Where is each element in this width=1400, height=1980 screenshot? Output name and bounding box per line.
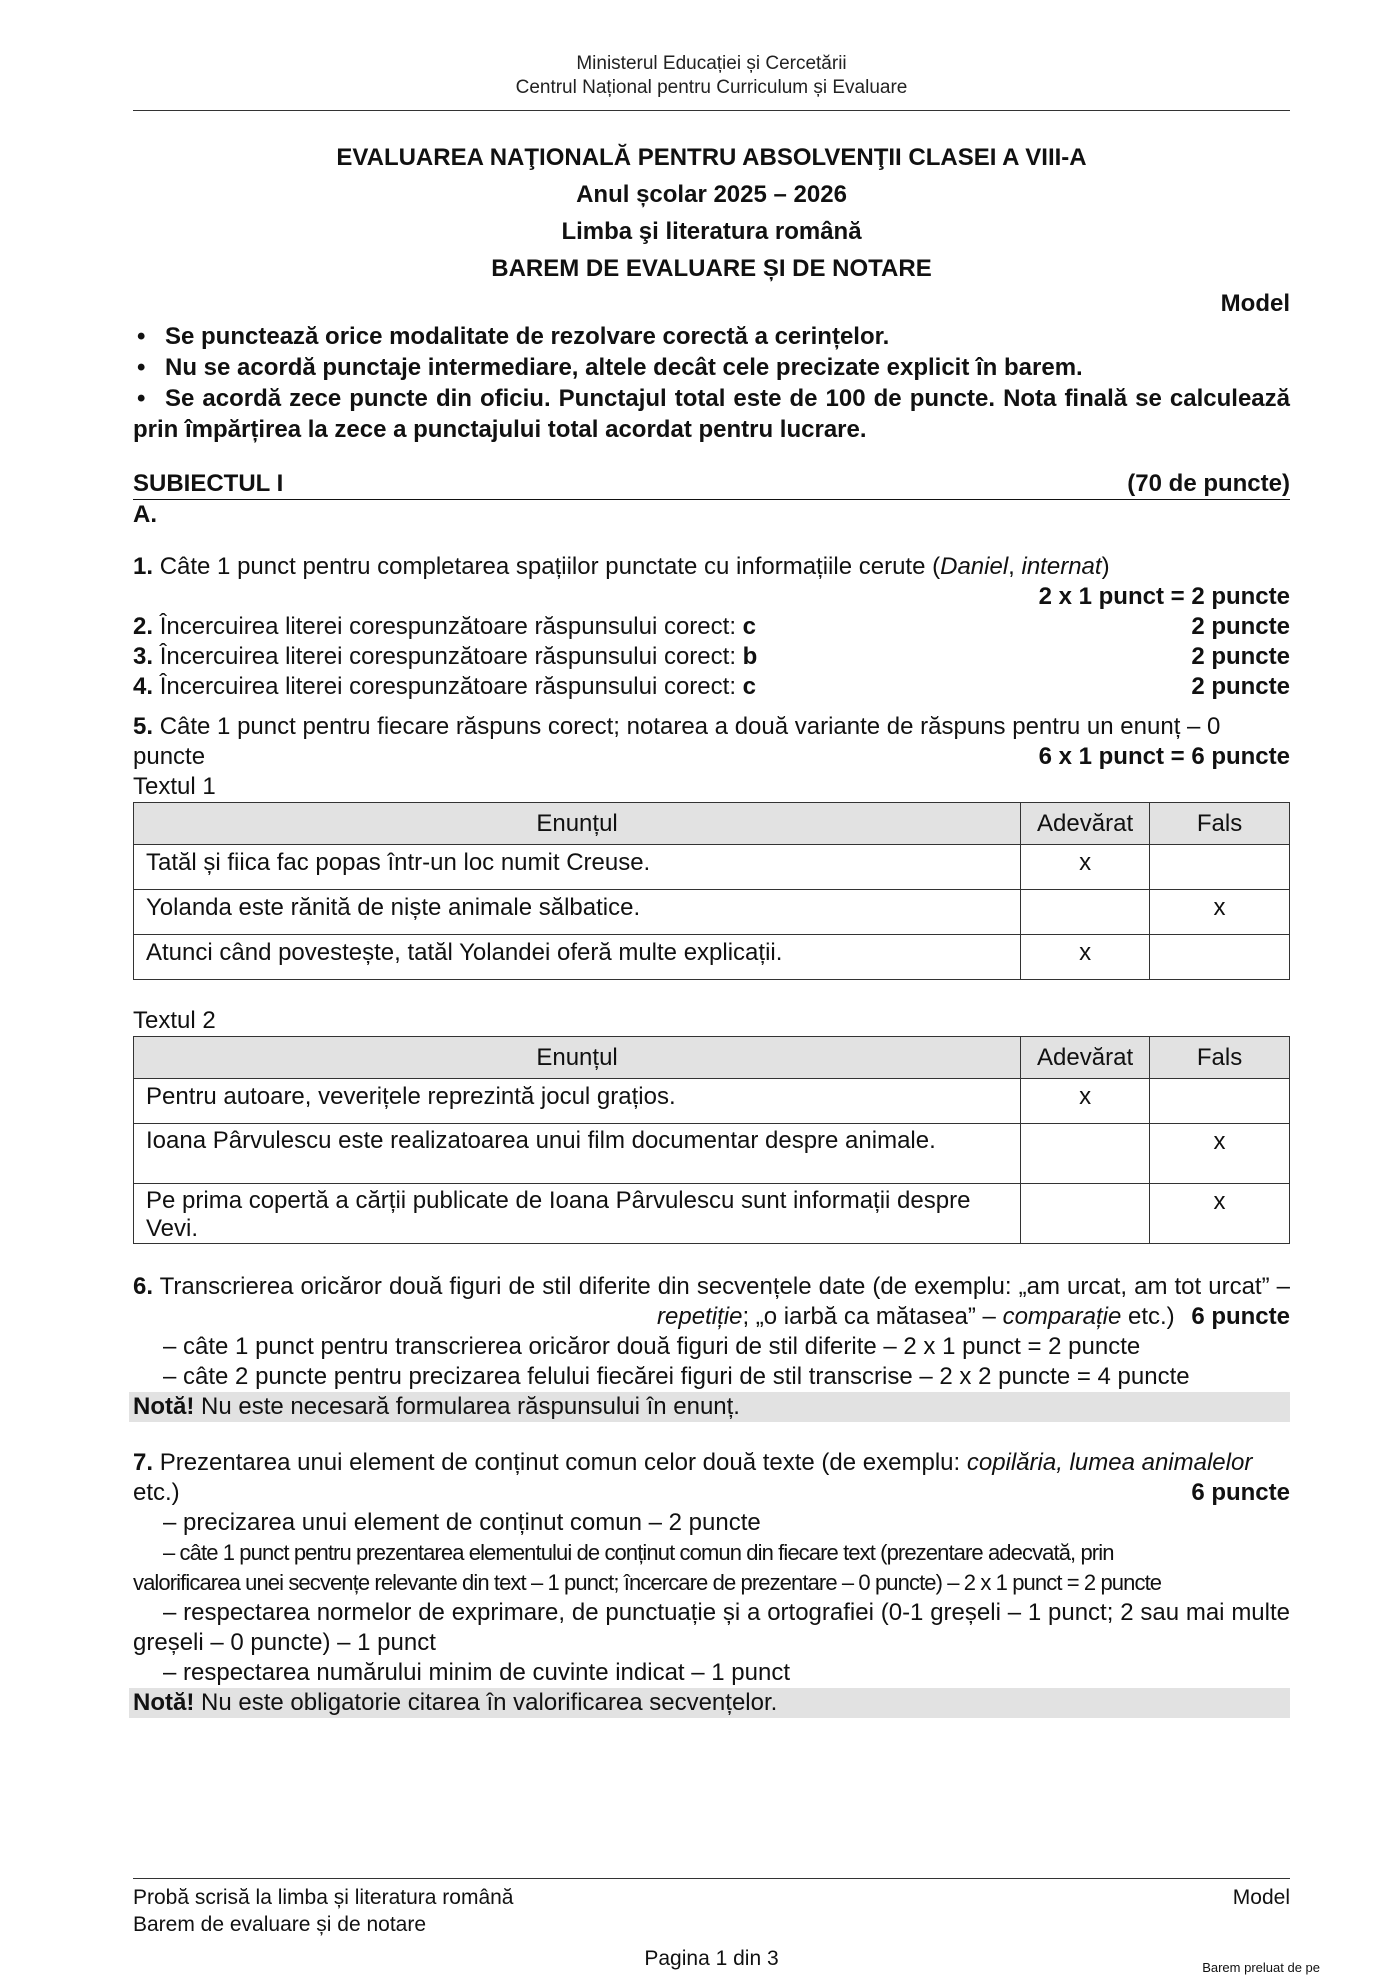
page-number: Pagina 1 din 3 (644, 1947, 779, 1970)
table-row: Pentru autoare, veverițele reprezintă jocul grațios. x (134, 1079, 1290, 1124)
text1-label: Textul 1 (133, 773, 216, 800)
header-divider (133, 110, 1290, 111)
bullet-icon: • (137, 354, 146, 381)
item-2-score: 2 puncte (1191, 613, 1290, 640)
item-3: 3. Încercuirea literei corespunzătoare răspunsului corect: b 2 puncte (133, 643, 1290, 670)
bullet-icon: • (137, 323, 146, 350)
table-row: Ioana Pârvulescu este realizatoarea unui film documentar despre animale. x (134, 1124, 1290, 1184)
subject-title: Limba şi literatura română (561, 218, 862, 245)
table-row: Yolanda este rănită de niște animale sălbatice. x (134, 890, 1290, 935)
footer-model: Model (1232, 1886, 1290, 1909)
exam-title: EVALUAREA NAŢIONALĂ PENTRU ABSOLVENŢII CLASEI A VIII-A (336, 144, 1087, 171)
general-rules (133, 321, 1290, 445)
footer-exam: Probă scrisă la limba și literatura română (133, 1886, 514, 1909)
subject-points: (70 de puncte) (1127, 470, 1290, 497)
text2-label: Textul 2 (133, 1007, 216, 1034)
table-header-row: Enunțul Adevărat Fals (134, 803, 1290, 845)
table-row: Atunci când povestește, tatăl Yolandei oferă multe explicații. x (134, 935, 1290, 980)
rule-item: • Se punctează orice modalitate de rezolvare corectă a cerințelor. (137, 323, 890, 350)
section-label: A. (133, 501, 157, 528)
item-6-score: 6 puncte (1191, 1303, 1290, 1330)
text1-table (133, 802, 1290, 980)
school-year: Anul școlar 2025 – 2026 (576, 181, 847, 208)
item-3-score: 2 puncte (1191, 643, 1290, 670)
table-header-row: Enunțul Adevărat Fals (134, 1037, 1290, 1079)
item-1: 1. Câte 1 punct pentru completarea spațiilor punctate cu informațiile cerute (Daniel, internat) 2 x 1 punct = 2 puncte (133, 553, 1290, 610)
document-titles (133, 139, 1290, 287)
footer-barem: Barem de evaluare și de notare (133, 1913, 427, 1936)
rule-item: • Se acordă zece puncte din oficiu. Punctajul total este de 100 de puncte. Nota finală se calculează prin împărțirea la zece a punctajului total acordat pentru lucrare. (133, 385, 1290, 443)
item-4: 4. Încercuirea literei corespunzătoare răspunsului corect: c 2 puncte (133, 673, 1290, 700)
note-box: Notă! Nu este necesară formularea răspunsului în enunț. (129, 1392, 1290, 1422)
note-box: Notă! Nu este obligatorie citarea în valorificarea secvențelor. (129, 1688, 1290, 1718)
page-header (133, 0, 1290, 100)
text2-table (133, 1036, 1290, 1244)
item-1-score: 2 x 1 punct = 2 puncte (1038, 583, 1290, 610)
barem-title: BAREM DE EVALUARE ȘI DE NOTARE (491, 255, 932, 282)
ministry-name: Ministerul Educației și Cercetării (576, 53, 847, 74)
source-note: Barem preluat de pe (1202, 1960, 1320, 1975)
table-row: Pe prima copertă a cărții publicate de Ioana Pârvulescu sunt informații despre Vevi. x (134, 1184, 1290, 1244)
model-label: Model (1220, 290, 1290, 317)
item-5-score: 6 x 1 punct = 6 puncte (1038, 743, 1290, 770)
subject-name: SUBIECTUL I (133, 470, 284, 497)
item-6: 6. Transcrierea oricăror două figuri de stil diferite din secvențele date (de exemplu: „am urcat, am tot urcat” – repetiție; „o iarbă ca mătasea” – comparație etc.) 6 puncte – câte 1 punct pentru transcrierea oricăror două figuri de stil diferite – 2 x 1 punct = 2 puncte – câte 2 puncte pentru precizarea felului fiecărei figuri de stil transcrise – 2 x 2 puncte = 4 puncte Notă! Nu este necesară formularea răspunsului în enunț. (133, 1272, 1290, 1422)
item-5: 5. Câte 1 punct pentru fiecare răspuns corect; notarea a două variante de răspuns pentru un enunț – 0 puncte 6 x 1 punct = 6 puncte (133, 713, 1290, 770)
document-page (133, 0, 1290, 1718)
item-7: 7. Prezentarea unui element de conținut comun celor două texte (de exemplu: copilăria, lumea animalelor etc.) 6 puncte – precizarea unui element de conținut comun – 2 puncte – câte 1 punct pentru prezentarea elementului de conținut comun din fiecare text (prezentare adecvată, prin valorificarea unei secvențe relevante din text – 1 punct; încercare de prezentare – 0 puncte) – 2 x 1 punct = 2 puncte – respectarea normelor de exprimare, de punctuație și a ortografiei (0-1 greșeli – 1 punct; 2 sau mai multe greșeli – 0 puncte) – 1 punct – respectarea numărului minim de cuvinte indicat – 1 punct Notă! Nu este obligatorie citarea în valorificarea secvențelor. (133, 1448, 1290, 1718)
item-7-score: 6 puncte (1191, 1479, 1290, 1506)
page-footer (133, 1878, 1290, 1972)
rule-item: • Nu se acordă punctaje intermediare, altele decât cele precizate explicit în barem. (137, 354, 1083, 381)
center-name: Centrul Național pentru Curriculum și Evaluare (515, 77, 908, 98)
table-row: Tatăl și fiica fac popas într-un loc numit Creuse. x (134, 845, 1290, 890)
item-2: 2. Încercuirea literei corespunzătoare răspunsului corect: c 2 puncte (133, 613, 1290, 640)
subject-heading (133, 469, 1290, 500)
item-4-score: 2 puncte (1191, 673, 1290, 700)
